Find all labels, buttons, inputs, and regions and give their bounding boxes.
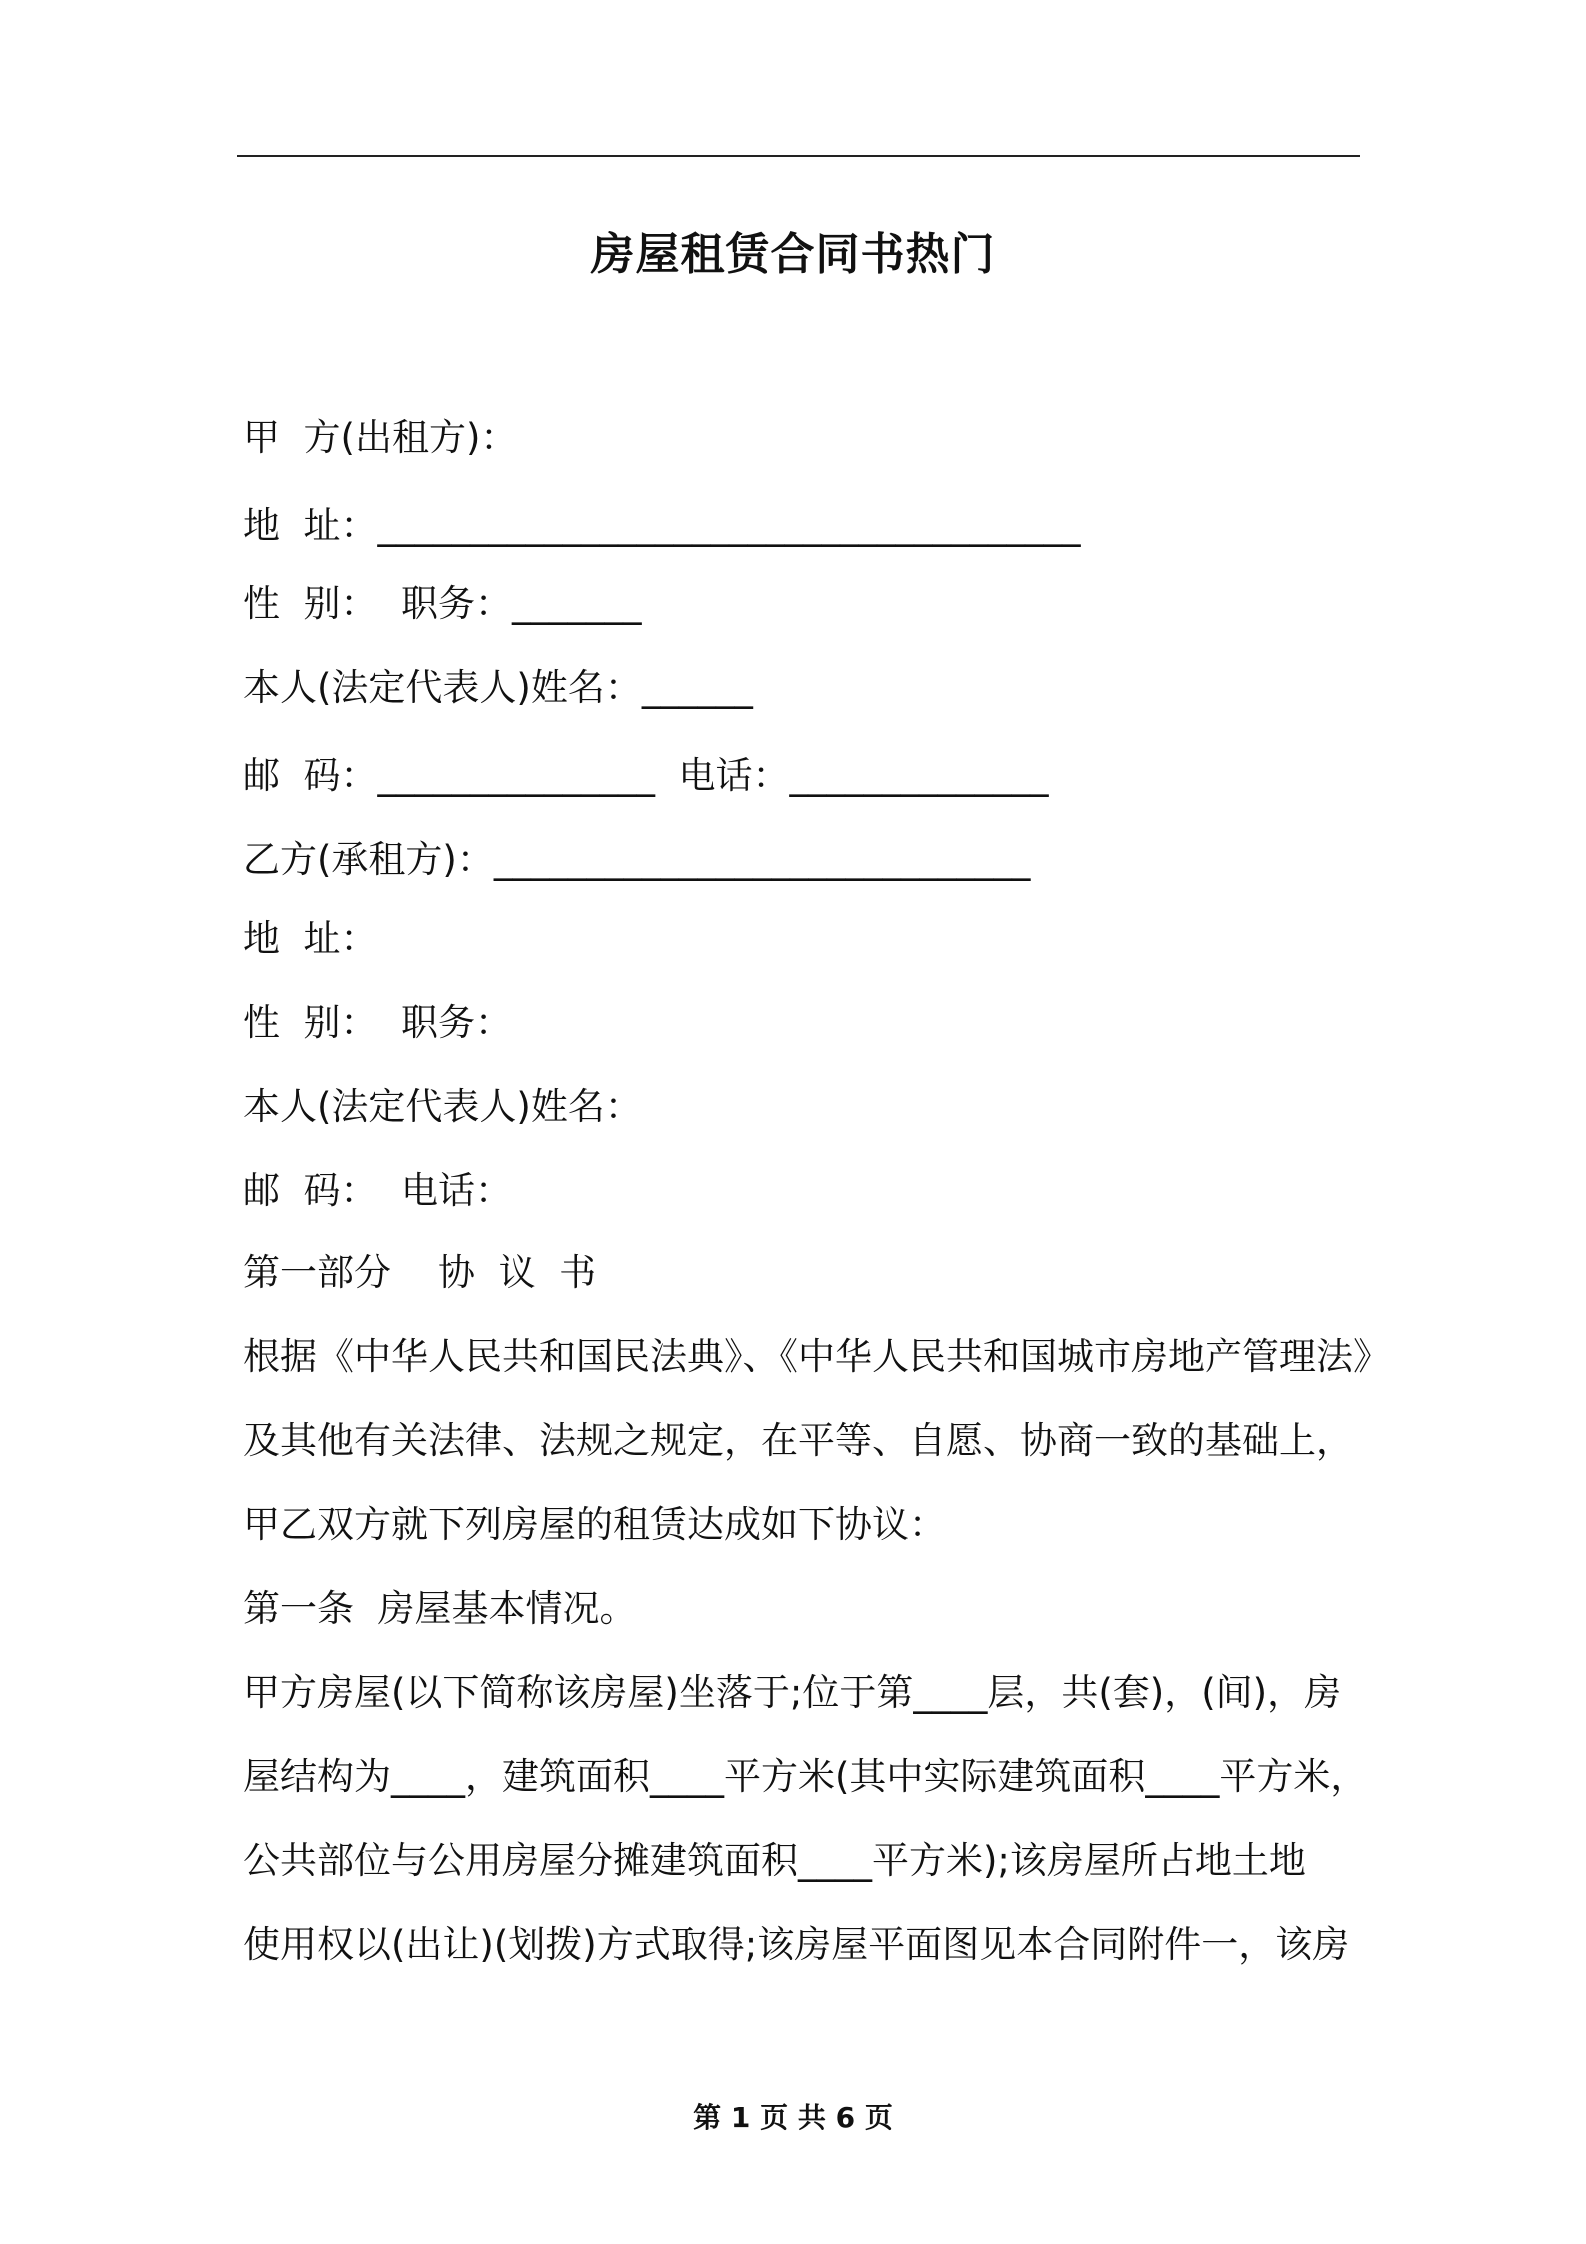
party-a-postcode-phone: 邮 码：_______________ 电话：______________ <box>243 754 1049 797</box>
paragraph-line: 及其他有关法律、法规之规定，在平等、自愿、协商一致的基础上， <box>243 1419 1353 1462</box>
party-a-gender-position: 性 别： 职务：_______ <box>243 582 642 625</box>
section-heading: 第一部分 协 议 书 <box>243 1251 597 1294</box>
paragraph-line: 公共部位与公用房屋分摊建筑面积____平方米);该房屋所占地土地 <box>243 1839 1306 1882</box>
paragraph-line: 甲方房屋(以下简称该房屋)坐落于;位于第____层，共(套)，(间)，房 <box>243 1671 1342 1714</box>
paragraph-line: 根据《中华人民共和国民法典》、《中华人民共和国城市房地产管理法》 <box>243 1335 1390 1378</box>
party-b-label: 乙方(承租方)：_____________________________ <box>243 838 1031 881</box>
party-b-representative: 本人(法定代表人)姓名： <box>243 1085 642 1128</box>
party-b-gender-position: 性 别： 职务： <box>243 1001 513 1044</box>
page-number-footer: 第 1 页 共 6 页 <box>693 2101 893 2134</box>
party-a-address: 地 址：______________________________________ <box>243 504 1081 547</box>
party-b-postcode-phone: 邮 码： 电话： <box>243 1169 513 1212</box>
paragraph-line: 甲乙双方就下列房屋的租赁达成如下协议： <box>243 1503 946 1546</box>
party-a-label: 甲 方(出租方)： <box>243 416 518 459</box>
paragraph-line: 屋结构为____，建筑面积____平方米(其中实际建筑面积____平方米， <box>243 1755 1368 1798</box>
document-title: 房屋租赁合同书热门 <box>590 229 996 280</box>
header-rule <box>237 155 1360 157</box>
party-b-address: 地 址： <box>243 917 378 960</box>
party-a-representative: 本人(法定代表人)姓名：______ <box>243 666 753 709</box>
paragraph-line: 使用权以(出让)(划拨)方式取得;该房屋平面图见本合同附件一，该房 <box>243 1923 1350 1966</box>
article-heading: 第一条 房屋基本情况。 <box>243 1587 637 1630</box>
